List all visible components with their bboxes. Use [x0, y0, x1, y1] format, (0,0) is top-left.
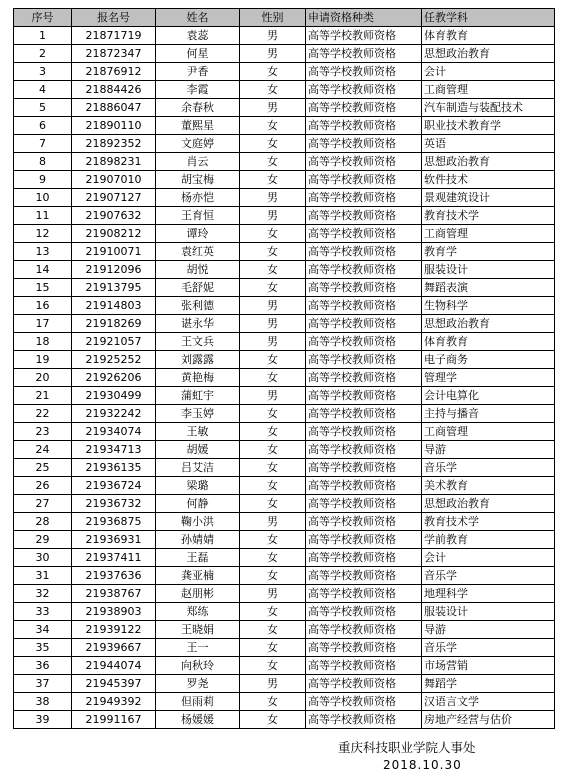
- cell-qualification-type: 高等学校教师资格: [306, 477, 422, 495]
- table-row: [14, 333, 555, 351]
- cell-registration-number: 21926206: [72, 369, 156, 387]
- cell-registration-number: 21898231: [72, 153, 156, 171]
- cell-name: 袁蕊: [156, 27, 240, 45]
- cell-registration-number: 21945397: [72, 675, 156, 693]
- cell-name: 但雨莉: [156, 693, 240, 711]
- cell-qualification-type: 高等学校教师资格: [306, 639, 422, 657]
- table-header-row: [14, 9, 555, 27]
- cell-gender: 女: [240, 171, 306, 189]
- table-row: [14, 675, 555, 693]
- cell-gender: 女: [240, 621, 306, 639]
- cell-index: 15: [14, 279, 72, 297]
- cell-name: 余春秋: [156, 99, 240, 117]
- cell-gender: 女: [240, 351, 306, 369]
- cell-subject: 教育技术学: [422, 513, 555, 531]
- cell-qualification-type: 高等学校教师资格: [306, 423, 422, 441]
- cell-registration-number: 21936724: [72, 477, 156, 495]
- cell-gender: 女: [240, 405, 306, 423]
- cell-registration-number: 21884426: [72, 81, 156, 99]
- table-row: [14, 261, 555, 279]
- cell-name: 张利德: [156, 297, 240, 315]
- table-row: [14, 117, 555, 135]
- cell-registration-number: 21907127: [72, 189, 156, 207]
- cell-subject: 美术教育: [422, 477, 555, 495]
- cell-qualification-type: 高等学校教师资格: [306, 225, 422, 243]
- cell-name: 袁红英: [156, 243, 240, 261]
- cell-name: 王晓娟: [156, 621, 240, 639]
- cell-index: 23: [14, 423, 72, 441]
- cell-name: 王育恒: [156, 207, 240, 225]
- cell-gender: 女: [240, 693, 306, 711]
- cell-index: 38: [14, 693, 72, 711]
- table-row: [14, 459, 555, 477]
- cell-qualification-type: 高等学校教师资格: [306, 99, 422, 117]
- cell-subject: 汉语言文学: [422, 693, 555, 711]
- cell-registration-number: 21921057: [72, 333, 156, 351]
- cell-subject: 导游: [422, 621, 555, 639]
- cell-qualification-type: 高等学校教师资格: [306, 117, 422, 135]
- cell-name: 梁璐: [156, 477, 240, 495]
- cell-name: 谭玲: [156, 225, 240, 243]
- cell-subject: 体育教育: [422, 27, 555, 45]
- cell-gender: 女: [240, 711, 306, 729]
- cell-name: 杨媛媛: [156, 711, 240, 729]
- cell-qualification-type: 高等学校教师资格: [306, 207, 422, 225]
- table-row: [14, 243, 555, 261]
- table-row: [14, 135, 555, 153]
- cell-registration-number: 21913795: [72, 279, 156, 297]
- cell-gender: 女: [240, 639, 306, 657]
- cell-registration-number: 21936732: [72, 495, 156, 513]
- cell-index: 35: [14, 639, 72, 657]
- cell-qualification-type: 高等学校教师资格: [306, 387, 422, 405]
- cell-index: 14: [14, 261, 72, 279]
- cell-name: 王一: [156, 639, 240, 657]
- cell-index: 6: [14, 117, 72, 135]
- cell-registration-number: 21871719: [72, 27, 156, 45]
- cell-gender: 女: [240, 441, 306, 459]
- cell-name: 杨亦恺: [156, 189, 240, 207]
- table-row: [14, 603, 555, 621]
- cell-name: 谌永华: [156, 315, 240, 333]
- table-row: [14, 711, 555, 729]
- table-row: [14, 189, 555, 207]
- table-row: [14, 351, 555, 369]
- cell-subject: 思想政治教育: [422, 45, 555, 63]
- cell-index: 8: [14, 153, 72, 171]
- cell-qualification-type: 高等学校教师资格: [306, 369, 422, 387]
- cell-index: 7: [14, 135, 72, 153]
- table-row: [14, 63, 555, 81]
- cell-name: 尹香: [156, 63, 240, 81]
- cell-qualification-type: 高等学校教师资格: [306, 261, 422, 279]
- cell-gender: 男: [240, 99, 306, 117]
- cell-index: 25: [14, 459, 72, 477]
- cell-name: 胡宝梅: [156, 171, 240, 189]
- cell-subject: 工商管理: [422, 423, 555, 441]
- cell-gender: 男: [240, 27, 306, 45]
- cell-qualification-type: 高等学校教师资格: [306, 243, 422, 261]
- cell-gender: 女: [240, 495, 306, 513]
- cell-registration-number: 21886047: [72, 99, 156, 117]
- cell-registration-number: 21908212: [72, 225, 156, 243]
- cell-subject: 音乐学: [422, 567, 555, 585]
- cell-qualification-type: 高等学校教师资格: [306, 441, 422, 459]
- cell-qualification-type: 高等学校教师资格: [306, 351, 422, 369]
- table-row: [14, 549, 555, 567]
- header-index: 序号: [14, 9, 72, 27]
- cell-registration-number: 21925252: [72, 351, 156, 369]
- cell-name: 何静: [156, 495, 240, 513]
- cell-gender: 男: [240, 315, 306, 333]
- table-row: [14, 153, 555, 171]
- cell-registration-number: 21934074: [72, 423, 156, 441]
- cell-registration-number: 21912096: [72, 261, 156, 279]
- cell-subject: 会计电算化: [422, 387, 555, 405]
- cell-gender: 男: [240, 297, 306, 315]
- cell-qualification-type: 高等学校教师资格: [306, 405, 422, 423]
- cell-qualification-type: 高等学校教师资格: [306, 333, 422, 351]
- cell-qualification-type: 高等学校教师资格: [306, 711, 422, 729]
- cell-index: 18: [14, 333, 72, 351]
- cell-qualification-type: 高等学校教师资格: [306, 567, 422, 585]
- cell-subject: 工商管理: [422, 81, 555, 99]
- cell-qualification-type: 高等学校教师资格: [306, 315, 422, 333]
- cell-gender: 女: [240, 369, 306, 387]
- cell-name: 董熙星: [156, 117, 240, 135]
- table-row: [14, 369, 555, 387]
- cell-qualification-type: 高等学校教师资格: [306, 459, 422, 477]
- cell-qualification-type: 高等学校教师资格: [306, 693, 422, 711]
- cell-index: 20: [14, 369, 72, 387]
- cell-name: 向秋玲: [156, 657, 240, 675]
- table-row: [14, 477, 555, 495]
- cell-qualification-type: 高等学校教师资格: [306, 153, 422, 171]
- cell-gender: 男: [240, 333, 306, 351]
- cell-index: 3: [14, 63, 72, 81]
- cell-gender: 男: [240, 45, 306, 63]
- header-subject: 任教学科: [422, 9, 555, 27]
- table-row: [14, 513, 555, 531]
- cell-index: 32: [14, 585, 72, 603]
- cell-registration-number: 21936931: [72, 531, 156, 549]
- cell-gender: 男: [240, 585, 306, 603]
- cell-name: 吕艾洁: [156, 459, 240, 477]
- cell-gender: 女: [240, 135, 306, 153]
- cell-index: 28: [14, 513, 72, 531]
- table-row: [14, 171, 555, 189]
- table-row: [14, 423, 555, 441]
- cell-index: 9: [14, 171, 72, 189]
- cell-gender: 男: [240, 387, 306, 405]
- cell-qualification-type: 高等学校教师资格: [306, 189, 422, 207]
- cell-registration-number: 21938903: [72, 603, 156, 621]
- cell-qualification-type: 高等学校教师资格: [306, 81, 422, 99]
- cell-subject: 管理学: [422, 369, 555, 387]
- cell-name: 何星: [156, 45, 240, 63]
- cell-index: 36: [14, 657, 72, 675]
- cell-qualification-type: 高等学校教师资格: [306, 279, 422, 297]
- cell-subject: 舞蹈表演: [422, 279, 555, 297]
- cell-index: 34: [14, 621, 72, 639]
- cell-qualification-type: 高等学校教师资格: [306, 171, 422, 189]
- cell-registration-number: 21914803: [72, 297, 156, 315]
- table-row: [14, 621, 555, 639]
- cell-registration-number: 21910071: [72, 243, 156, 261]
- table-row: [14, 225, 555, 243]
- cell-registration-number: 21934713: [72, 441, 156, 459]
- cell-index: 24: [14, 441, 72, 459]
- cell-name: 刘露露: [156, 351, 240, 369]
- cell-registration-number: 21938767: [72, 585, 156, 603]
- table-row: [14, 531, 555, 549]
- teacher-qualification-table: [13, 8, 555, 729]
- cell-name: 王文兵: [156, 333, 240, 351]
- cell-qualification-type: 高等学校教师资格: [306, 621, 422, 639]
- cell-qualification-type: 高等学校教师资格: [306, 531, 422, 549]
- cell-registration-number: 21892352: [72, 135, 156, 153]
- cell-index: 13: [14, 243, 72, 261]
- cell-registration-number: 21872347: [72, 45, 156, 63]
- cell-gender: 女: [240, 279, 306, 297]
- cell-subject: 导游: [422, 441, 555, 459]
- cell-name: 郑练: [156, 603, 240, 621]
- cell-subject: 英语: [422, 135, 555, 153]
- cell-registration-number: 21907632: [72, 207, 156, 225]
- issuing-department: 重庆科技职业学院人事处: [338, 740, 476, 755]
- cell-subject: 工商管理: [422, 225, 555, 243]
- cell-registration-number: 21936135: [72, 459, 156, 477]
- cell-name: 赵朋彬: [156, 585, 240, 603]
- table-row: [14, 441, 555, 459]
- cell-registration-number: 21907010: [72, 171, 156, 189]
- cell-qualification-type: 高等学校教师资格: [306, 135, 422, 153]
- cell-index: 22: [14, 405, 72, 423]
- cell-subject: 汽车制造与装配技术: [422, 99, 555, 117]
- cell-registration-number: 21939667: [72, 639, 156, 657]
- cell-gender: 女: [240, 531, 306, 549]
- header-gender: 性别: [240, 9, 306, 27]
- cell-qualification-type: 高等学校教师资格: [306, 45, 422, 63]
- cell-qualification-type: 高等学校教师资格: [306, 549, 422, 567]
- cell-gender: 女: [240, 423, 306, 441]
- cell-subject: 主持与播音: [422, 405, 555, 423]
- cell-name: 孙婧婧: [156, 531, 240, 549]
- cell-qualification-type: 高等学校教师资格: [306, 603, 422, 621]
- cell-name: 毛舒妮: [156, 279, 240, 297]
- cell-subject: 生物科学: [422, 297, 555, 315]
- cell-name: 鞠小洪: [156, 513, 240, 531]
- table-row: [14, 207, 555, 225]
- table-row: [14, 81, 555, 99]
- table-row: [14, 693, 555, 711]
- cell-registration-number: 21939122: [72, 621, 156, 639]
- cell-index: 33: [14, 603, 72, 621]
- table-row: [14, 99, 555, 117]
- cell-gender: 男: [240, 189, 306, 207]
- header-registration-number: 报名号: [72, 9, 156, 27]
- cell-subject: 电子商务: [422, 351, 555, 369]
- cell-name: 胡媛: [156, 441, 240, 459]
- cell-qualification-type: 高等学校教师资格: [306, 513, 422, 531]
- cell-index: 19: [14, 351, 72, 369]
- cell-gender: 男: [240, 675, 306, 693]
- cell-name: 王磊: [156, 549, 240, 567]
- cell-subject: 思想政治教育: [422, 153, 555, 171]
- cell-name: 罗尧: [156, 675, 240, 693]
- table-row: [14, 279, 555, 297]
- cell-index: 27: [14, 495, 72, 513]
- cell-gender: 女: [240, 549, 306, 567]
- table-row: [14, 45, 555, 63]
- cell-name: 文庭婷: [156, 135, 240, 153]
- cell-registration-number: 21930499: [72, 387, 156, 405]
- table-row: [14, 405, 555, 423]
- cell-name: 肖云: [156, 153, 240, 171]
- cell-subject: 市场营销: [422, 657, 555, 675]
- cell-registration-number: 21937411: [72, 549, 156, 567]
- cell-name: 龚亚楠: [156, 567, 240, 585]
- cell-gender: 女: [240, 477, 306, 495]
- cell-gender: 女: [240, 603, 306, 621]
- cell-subject: 舞蹈学: [422, 675, 555, 693]
- cell-index: 21: [14, 387, 72, 405]
- cell-registration-number: 21937636: [72, 567, 156, 585]
- cell-index: 29: [14, 531, 72, 549]
- cell-index: 4: [14, 81, 72, 99]
- header-qualification-type: 申请资格种类: [306, 9, 422, 27]
- table-row: [14, 585, 555, 603]
- cell-registration-number: 21949392: [72, 693, 156, 711]
- cell-gender: 女: [240, 117, 306, 135]
- cell-name: 胡悦: [156, 261, 240, 279]
- cell-index: 26: [14, 477, 72, 495]
- cell-gender: 女: [240, 567, 306, 585]
- cell-gender: 男: [240, 513, 306, 531]
- cell-index: 30: [14, 549, 72, 567]
- table-row: [14, 657, 555, 675]
- cell-subject: 学前教育: [422, 531, 555, 549]
- cell-qualification-type: 高等学校教师资格: [306, 495, 422, 513]
- cell-gender: 女: [240, 153, 306, 171]
- cell-subject: 服装设计: [422, 603, 555, 621]
- cell-registration-number: 21932242: [72, 405, 156, 423]
- cell-subject: 服装设计: [422, 261, 555, 279]
- cell-name: 李霞: [156, 81, 240, 99]
- cell-subject: 音乐学: [422, 459, 555, 477]
- cell-subject: 景观建筑设计: [422, 189, 555, 207]
- cell-index: 10: [14, 189, 72, 207]
- cell-subject: 软件技术: [422, 171, 555, 189]
- cell-subject: 体育教育: [422, 333, 555, 351]
- cell-subject: 地理科学: [422, 585, 555, 603]
- cell-gender: 女: [240, 225, 306, 243]
- cell-qualification-type: 高等学校教师资格: [306, 585, 422, 603]
- cell-subject: 教育技术学: [422, 207, 555, 225]
- cell-qualification-type: 高等学校教师资格: [306, 297, 422, 315]
- table-row: [14, 495, 555, 513]
- cell-qualification-type: 高等学校教师资格: [306, 63, 422, 81]
- table-row: [14, 315, 555, 333]
- cell-index: 17: [14, 315, 72, 333]
- cell-registration-number: 21944074: [72, 657, 156, 675]
- cell-index: 2: [14, 45, 72, 63]
- cell-registration-number: 21876912: [72, 63, 156, 81]
- cell-registration-number: 21918269: [72, 315, 156, 333]
- cell-qualification-type: 高等学校教师资格: [306, 675, 422, 693]
- cell-name: 李玉婷: [156, 405, 240, 423]
- cell-gender: 女: [240, 657, 306, 675]
- cell-subject: 思想政治教育: [422, 315, 555, 333]
- cell-index: 37: [14, 675, 72, 693]
- cell-gender: 女: [240, 261, 306, 279]
- cell-gender: 女: [240, 81, 306, 99]
- cell-registration-number: 21890110: [72, 117, 156, 135]
- cell-index: 31: [14, 567, 72, 585]
- cell-gender: 女: [240, 63, 306, 81]
- cell-index: 16: [14, 297, 72, 315]
- cell-name: 蒲虹宇: [156, 387, 240, 405]
- cell-qualification-type: 高等学校教师资格: [306, 657, 422, 675]
- cell-subject: 音乐学: [422, 639, 555, 657]
- cell-index: 12: [14, 225, 72, 243]
- cell-registration-number: 21936875: [72, 513, 156, 531]
- table-row: [14, 297, 555, 315]
- cell-gender: 女: [240, 459, 306, 477]
- cell-gender: 男: [240, 207, 306, 225]
- cell-subject: 会计: [422, 63, 555, 81]
- table-row: [14, 27, 555, 45]
- cell-qualification-type: 高等学校教师资格: [306, 27, 422, 45]
- cell-subject: 职业技术教育学: [422, 117, 555, 135]
- cell-index: 39: [14, 711, 72, 729]
- table-row: [14, 639, 555, 657]
- cell-subject: 房地产经营与估价: [422, 711, 555, 729]
- cell-subject: 思想政治教育: [422, 495, 555, 513]
- table-row: [14, 387, 555, 405]
- cell-registration-number: 21991167: [72, 711, 156, 729]
- header-name: 姓名: [156, 9, 240, 27]
- table-row: [14, 567, 555, 585]
- cell-subject: 会计: [422, 549, 555, 567]
- cell-name: 黄艳梅: [156, 369, 240, 387]
- issue-date: 2018.10.30: [383, 758, 462, 772]
- cell-name: 王敏: [156, 423, 240, 441]
- cell-index: 11: [14, 207, 72, 225]
- cell-gender: 女: [240, 243, 306, 261]
- cell-subject: 教育学: [422, 243, 555, 261]
- cell-index: 5: [14, 99, 72, 117]
- cell-index: 1: [14, 27, 72, 45]
